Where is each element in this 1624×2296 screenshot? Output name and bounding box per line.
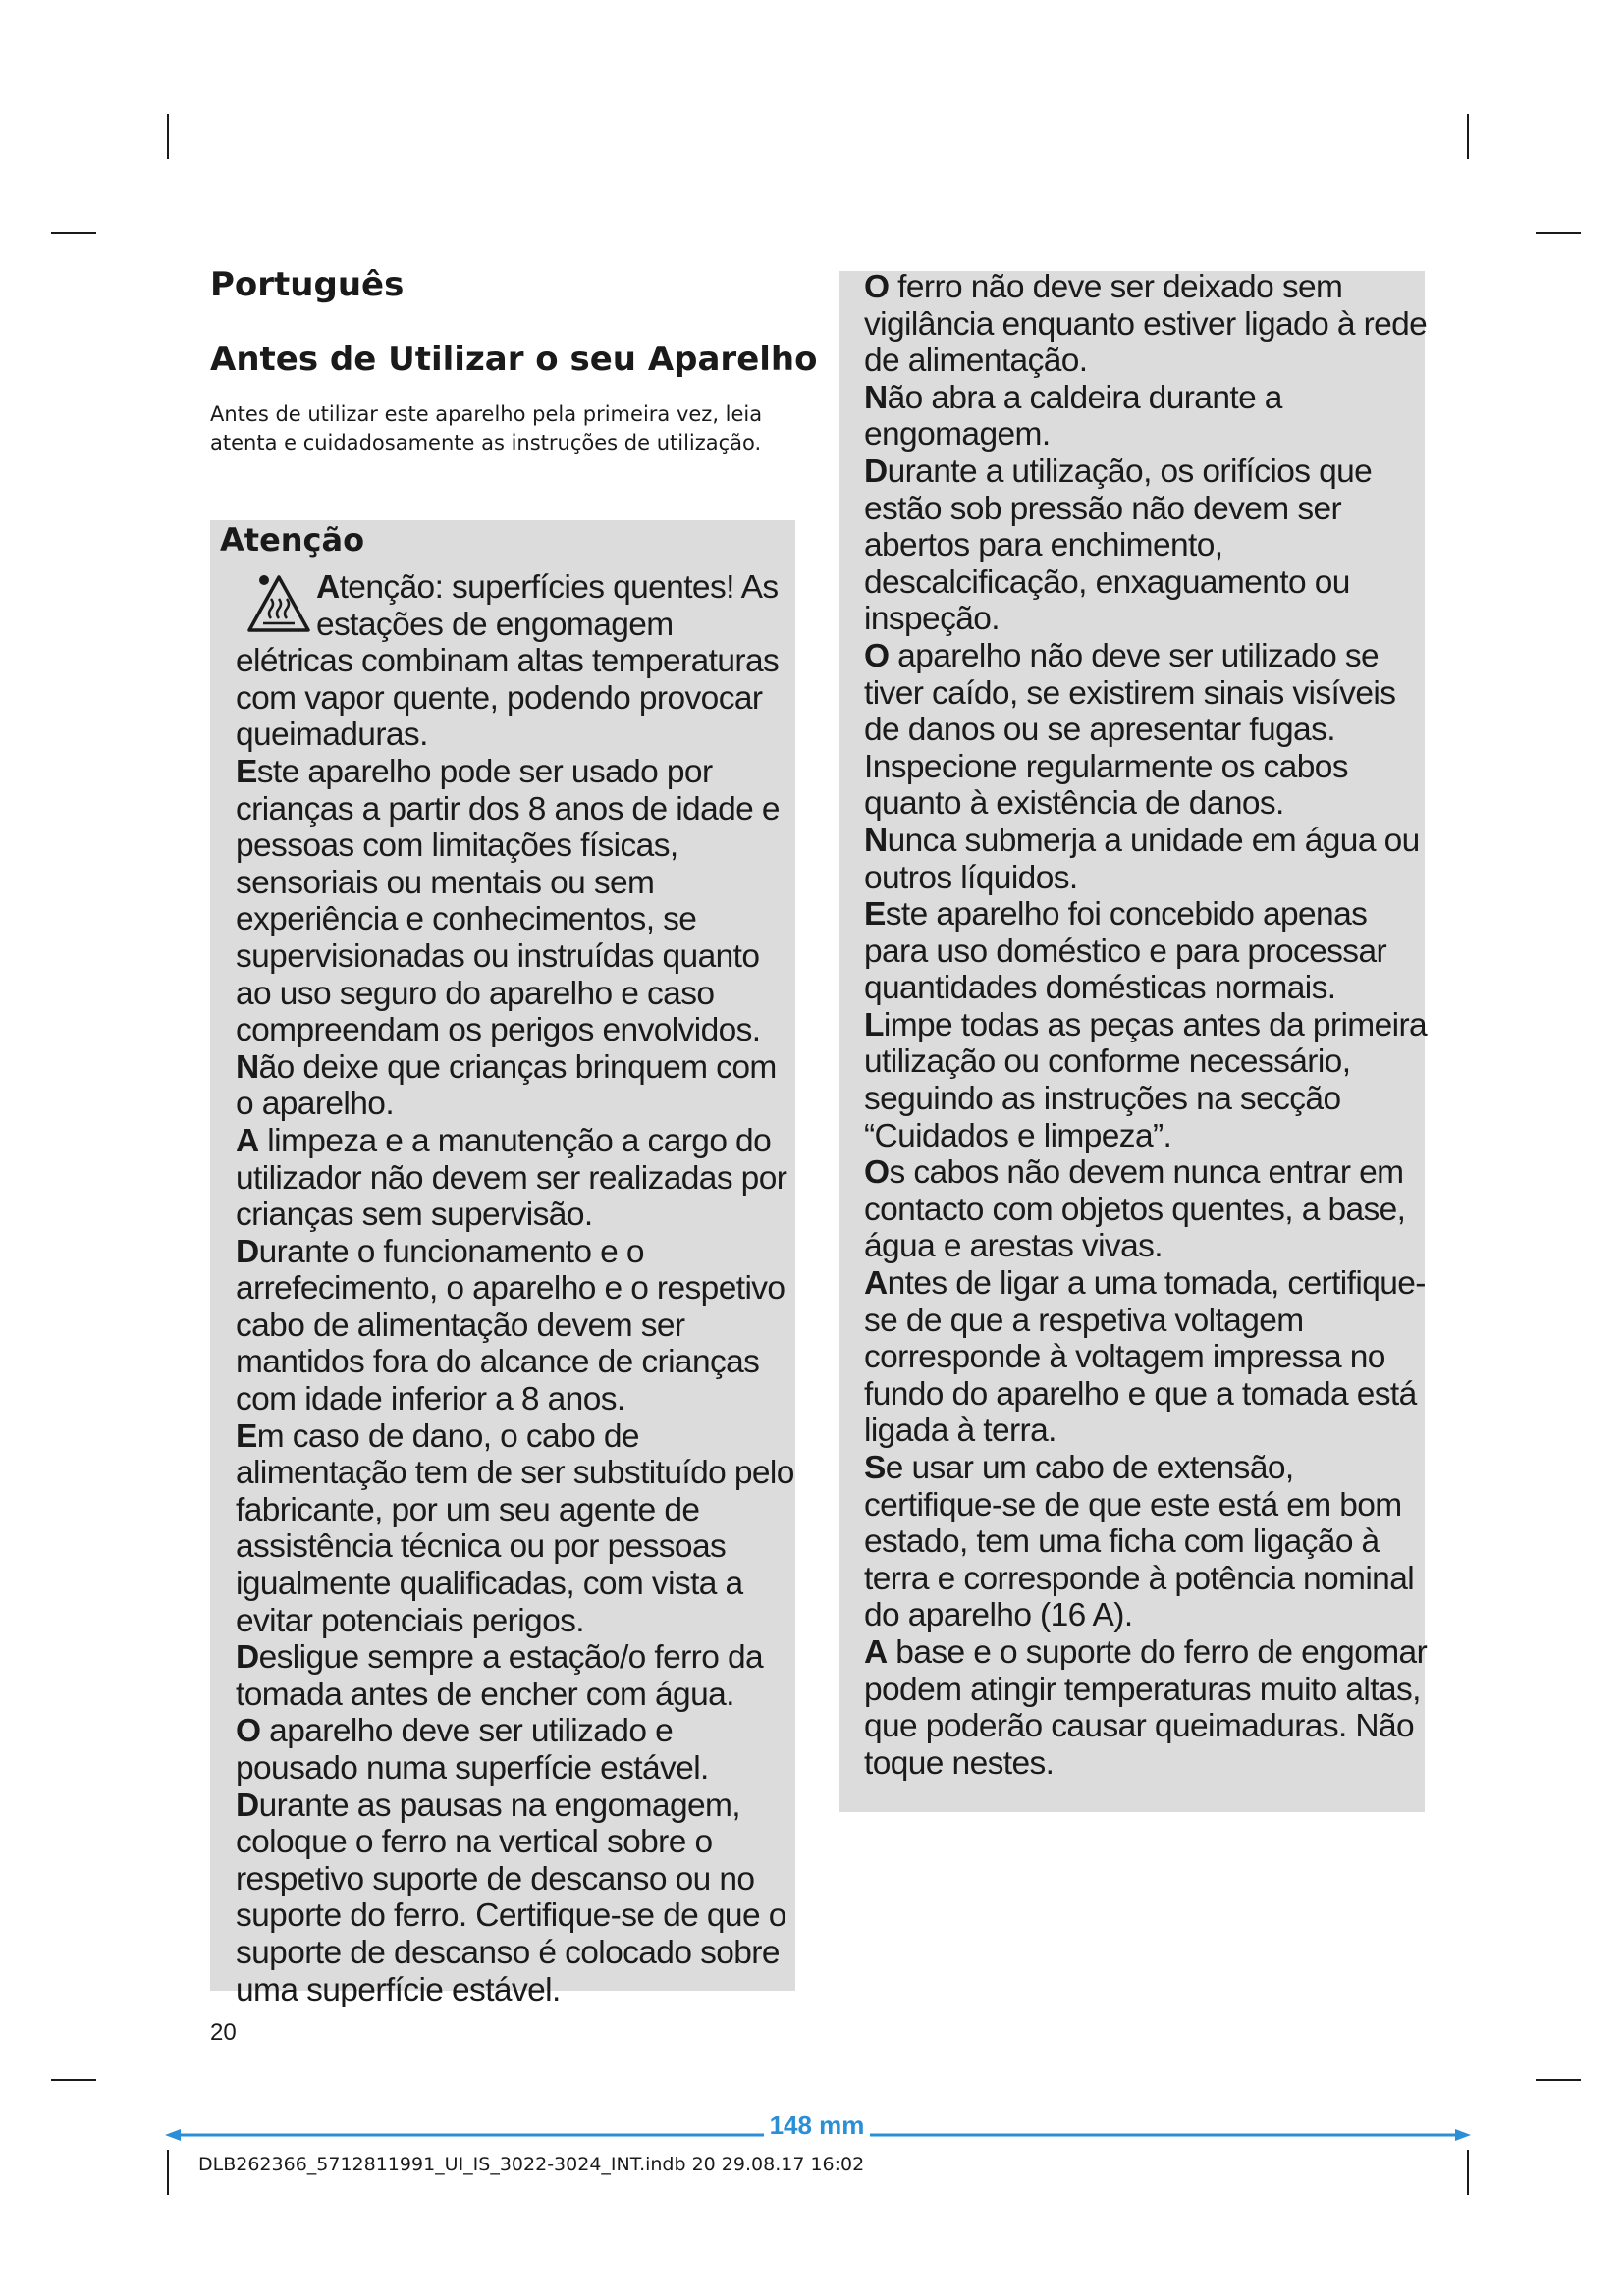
warning-paragraph: Antes de ligar a uma tomada, certifique-se de que a respetiva voltagem corresponde à voltagem impressa no fundo do aparelho e que a tomada está ligada à terra. <box>864 1265 1426 1450</box>
warning-column-right <box>864 269 1434 1782</box>
crop-mark <box>167 114 169 159</box>
warning-paragraph: Nunca submerja a unidade em água ou outros líquidos. <box>864 822 1420 896</box>
intro-text: Antes de utilizar este aparelho pela primeira vez, leia atenta e cuidadosamente as instruções de utilização. <box>210 402 763 454</box>
crop-mark <box>51 2079 96 2081</box>
warning-paragraph: Em caso de dano, o cabo de alimentação tem de ser substituído pelo fabricante, por um seu agente de assistência técnica ou por pessoas igualmente qualificadas, com vista a evitar potenciais perigos. <box>236 1417 794 1639</box>
section-title: Antes de Utilizar o seu Aparelho <box>210 340 818 379</box>
hot-surface-warning-icon <box>236 569 312 638</box>
warning-paragraph: Desligue sempre a estação/o ferro da tomada antes de encher com água. <box>236 1639 764 1713</box>
ruler-label: 148 mm <box>764 2110 870 2141</box>
crop-mark <box>1467 114 1469 159</box>
warning-paragraph: A limpeza e a manutenção a cargo do utilizador não devem ser realizadas por crianças sem supervisão. <box>236 1122 787 1234</box>
warning-paragraph: Este aparelho foi concebido apenas para uso doméstico e para processar quantidades domésticas normais. <box>864 896 1387 1007</box>
warning-paragraph: Não abra a caldeira durante a engomagem. <box>864 379 1282 454</box>
warning-paragraph: Não deixe que crianças brinquem com o aparelho. <box>236 1048 777 1123</box>
crop-mark <box>51 232 96 234</box>
warning-paragraph: Este aparelho pode ser usado por crianças a partir dos 8 anos de idade e pessoas com limitações físicas, sensoriais ou mentais ou sem experiência e conhecimentos, se supervisionadas ou instruídas quanto ao uso seguro do aparelho e caso compreendam os perigos envolvidos. <box>236 753 780 1049</box>
warning-paragraph: O ferro não deve ser deixado sem vigilância enquanto estiver ligado à rede de alimentação. <box>864 269 1428 380</box>
crop-mark <box>1536 232 1581 234</box>
warning-paragraph: O aparelho deve ser utilizado e pousado numa superfície estável. <box>236 1713 709 1787</box>
warning-paragraph: O aparelho não deve ser utilizado se tiver caído, se existirem sinais visíveis de danos ou se apresentar fugas. Inspecione regularmente os cabos quanto à existência de danos. <box>864 637 1396 823</box>
warning-paragraph: Durante as pausas na engomagem, coloque o ferro na vertical sobre o respetivo suporte de descanso ou no suporte do ferro. Certifique-se de que o suporte de descanso é colocado sobre uma superfície estável. <box>236 1787 786 2008</box>
crop-mark <box>167 2150 169 2195</box>
warning-paragraph: Durante o funcionamento e o arrefecimento, o aparelho e o respetivo cabo de alimentação devem ser mantidos fora do alcance de crianças com idade inferior a 8 anos. <box>236 1233 785 1418</box>
warning-paragraph: A base e o suporte do ferro de engomar podem atingir temperaturas muito altas, que poderão causar queimaduras. Não toque nestes. <box>864 1633 1428 1782</box>
warning-paragraph: Se usar um cabo de extensão, certifique-se de que este está em bom estado, tem uma ficha com ligação à terra e corresponde à potência nominal do aparelho (16 A). <box>864 1450 1415 1634</box>
print-footer: DLB262366_5712811991_UI_IS_3022-3024_INT.indb 20 29.08.17 16:02 <box>198 2154 865 2175</box>
warning-paragraph: Atenção: superfícies quentes! As estações de engomagem elétricas combinam altas temperaturas com vapor quente, podendo provocar queimaduras. <box>236 569 780 754</box>
page-number: 20 <box>210 2019 237 2046</box>
warning-paragraph: Durante a utilização, os orifícios que estão sob pressão não devem ser abertos para enchimento, descalcificação, enxaguamento ou inspeção. <box>864 453 1373 638</box>
warning-heading: Atenção <box>220 521 365 559</box>
warning-paragraph: Os cabos não devem nunca entrar em contacto com objetos quentes, a base, água e arestas vivas. <box>864 1154 1406 1265</box>
language-heading: Português <box>210 265 405 304</box>
warning-column-left <box>236 569 797 2008</box>
warning-paragraph: Limpe todas as peças antes da primeira utilização ou conforme necessário, seguindo as instruções na secção “Cuidados e limpeza”. <box>864 1006 1428 1154</box>
crop-mark <box>1536 2079 1581 2081</box>
crop-mark <box>1467 2150 1469 2195</box>
